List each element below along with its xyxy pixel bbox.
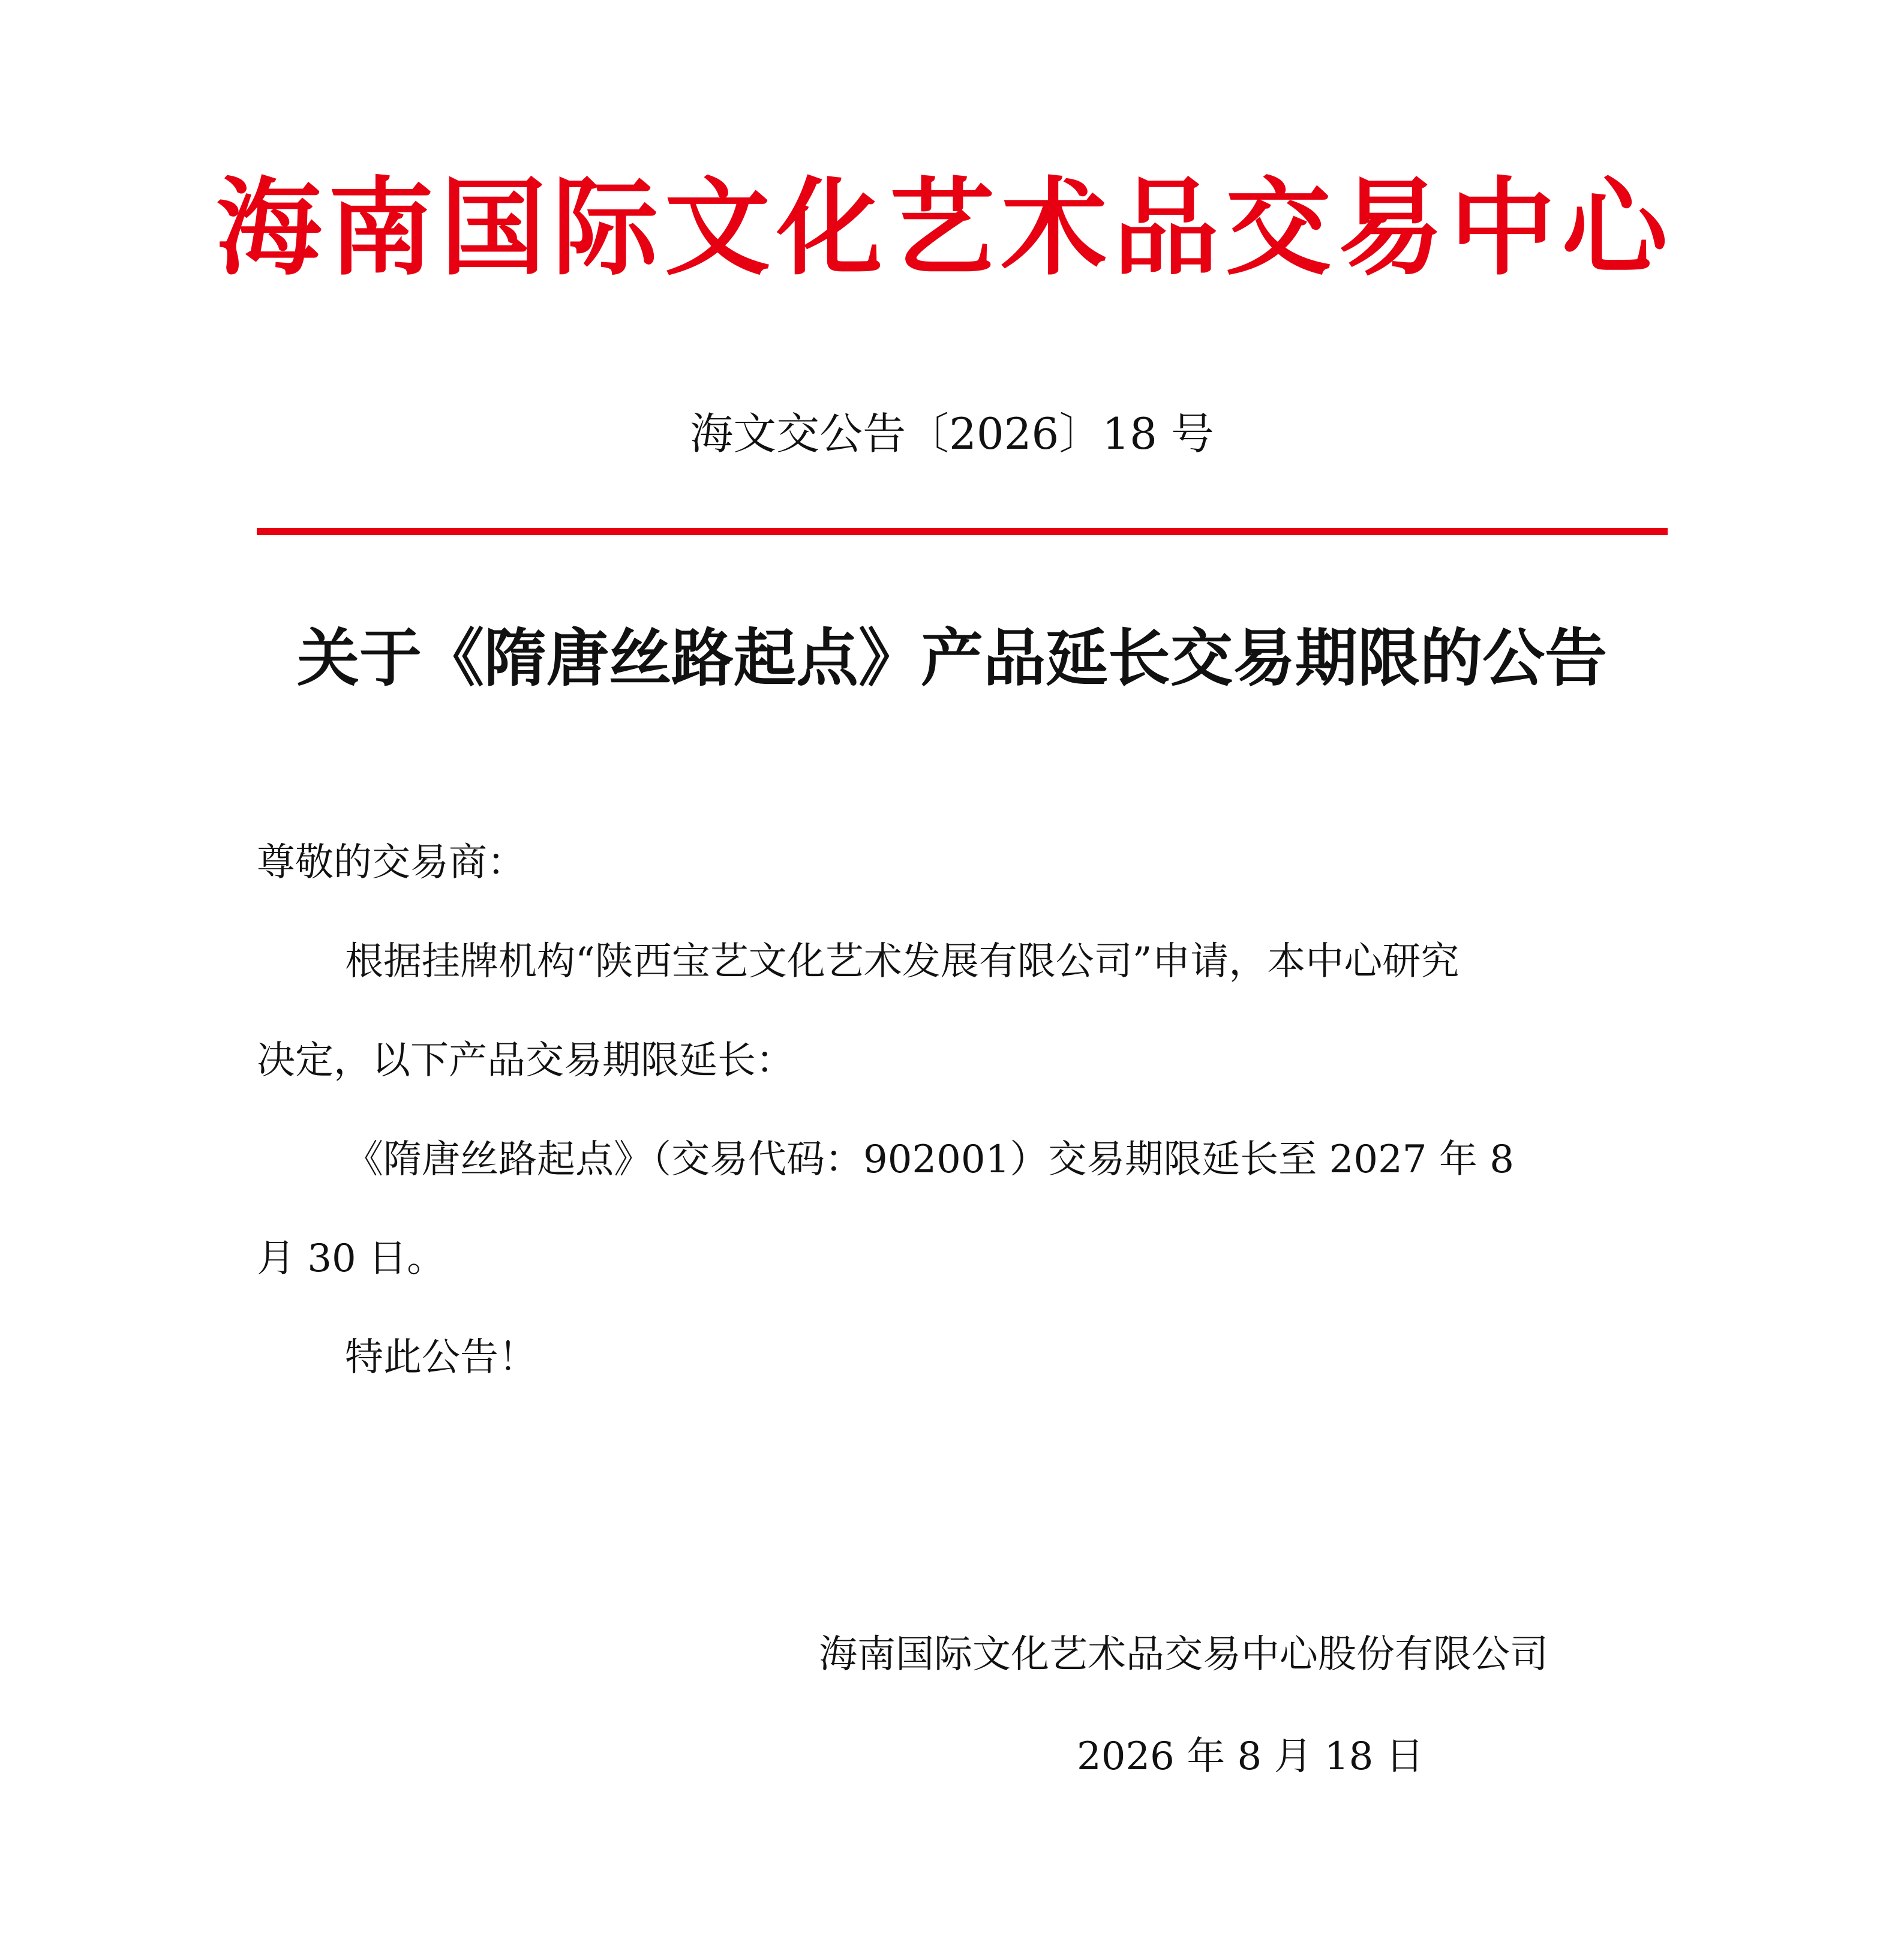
masthead-char: 际 xyxy=(552,166,658,290)
salutation: 尊敬的交易商： xyxy=(257,841,525,885)
masthead-char: 交 xyxy=(1225,166,1331,290)
paragraph-2-line-1: 《隋唐丝路起点》（交易代码：902001）交易期限延长至 2027 年 8 xyxy=(345,1137,1514,1182)
paragraph-1-line-2: 决定，以下产品交易期限延长： xyxy=(257,1038,794,1083)
masthead-char: 化 xyxy=(776,166,882,290)
paragraph-1-line-1: 根据挂牌机构“陕西宝艺文化艺术发展有限公司”申请，本中心研究 xyxy=(345,940,1459,984)
masthead-char: 南 xyxy=(328,166,434,290)
closing-line: 特此公告！ xyxy=(345,1335,537,1380)
document-number: 海文交公告〔2026〕18 号 xyxy=(690,409,1214,459)
paragraph-2-line-2: 月 30 日。 xyxy=(257,1236,446,1281)
signature-company: 海南国际文化艺术品交易中心股份有限公司 xyxy=(819,1632,1548,1677)
announcement-title: 关于《隋唐丝路起点》产品延长交易期限的公告 xyxy=(296,622,1607,695)
masthead-char: 海 xyxy=(216,166,322,290)
masthead-char: 中 xyxy=(1449,166,1555,290)
masthead-char: 术 xyxy=(1001,166,1107,290)
masthead-char: 国 xyxy=(440,166,546,290)
masthead-char: 易 xyxy=(1337,166,1443,290)
masthead-char: 文 xyxy=(664,166,770,290)
masthead-char: 心 xyxy=(1561,166,1668,290)
red-divider xyxy=(257,528,1668,535)
signature-date: 2026 年 8 月 18 日 xyxy=(1077,1734,1424,1779)
issuer-masthead xyxy=(216,150,1668,306)
masthead-char: 品 xyxy=(1113,166,1219,290)
masthead-char: 艺 xyxy=(888,166,995,290)
